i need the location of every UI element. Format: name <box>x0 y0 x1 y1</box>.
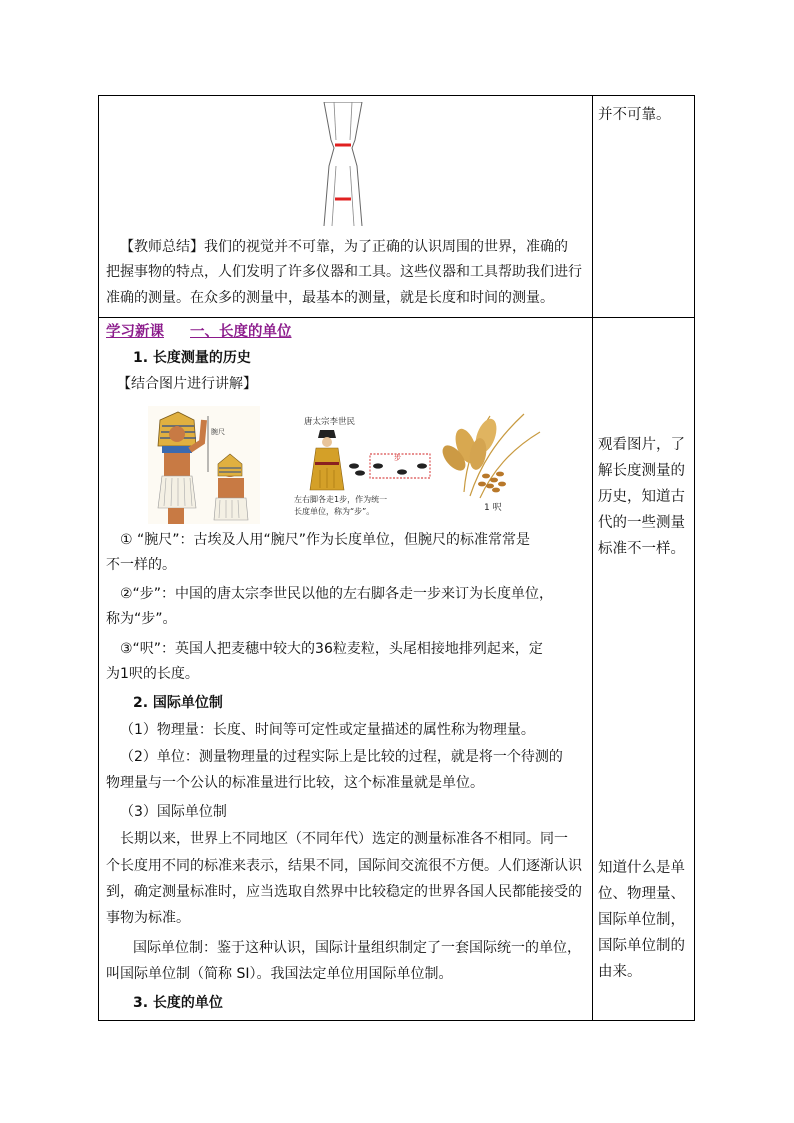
tang-step-illustration <box>290 410 436 522</box>
si-heading: 2. 国际单位制 <box>133 695 223 711</box>
illusion-inner-left <box>334 102 336 140</box>
side-note-line: 由来。 <box>598 964 642 980</box>
image-intro: 【结合图片进行讲解】 <box>117 376 257 392</box>
table-row-divider <box>98 317 695 318</box>
emperor-face <box>322 437 332 447</box>
si-line: 事物为标准。 <box>106 910 190 926</box>
illusion-figure <box>322 102 364 226</box>
pharaoh-collar <box>162 446 192 453</box>
footprint-icon <box>355 470 365 475</box>
si-line: （3）国际单位制 <box>120 804 227 820</box>
history-line: 不一样的。 <box>106 557 176 573</box>
side-note-line: 位、物理量、 <box>598 886 685 902</box>
si-line: 长期以来，世界上不同地区（不同年代）选定的测量标准各不相同。同一 <box>120 831 568 847</box>
side-note-line: 解长度测量的 <box>598 463 685 479</box>
pharaoh-face <box>169 426 185 442</box>
illusion-inner-right-lower <box>350 166 354 226</box>
si-line: （2）单位：测量物理量的过程实际上是比较的过程，就是将一个待测的 <box>120 749 563 765</box>
table-border-top <box>98 95 695 96</box>
si-line: 到，确定测量标准时，应当选取自然界中比较稳定的世界各国人民都能接受的 <box>106 884 582 900</box>
length-unit-heading: 3. 长度的单位 <box>133 995 223 1011</box>
table-border-bottom <box>98 1020 695 1021</box>
illusion-outline-right <box>352 102 362 226</box>
history-line: ③“呎”：英国人把麦穗中较大的36粒麦粒，头尾相接地排列起来，定 <box>120 641 543 657</box>
table-border-right <box>694 95 695 1021</box>
side-note-line: 国际单位制的 <box>598 938 685 954</box>
servant-body <box>218 478 244 500</box>
history-line: ① “腕尺”：古埃及人用“腕尺”作为长度单位，但腕尺的标准常常是 <box>120 532 531 548</box>
wheat-foot-illustration <box>440 406 548 518</box>
tang-caption-line: 长度单位，称为“步”。 <box>294 507 375 516</box>
bu-label-text: 步 <box>394 454 401 462</box>
side-note-line: 知道什么是单 <box>598 860 685 876</box>
egyptian-cubit-illustration <box>148 406 260 524</box>
side-note-line: 历史，知道古 <box>598 489 685 505</box>
si-line: 国际单位制：鉴于这种认识，国际计量组织制定了一套国际统一的单位， <box>133 940 581 956</box>
section-heading: 一、长度的单位 <box>190 324 292 340</box>
section-title <box>106 320 318 341</box>
table-column-divider <box>592 95 593 1021</box>
illusion-inner-right <box>350 102 352 140</box>
history-line: 称为“步”。 <box>106 611 177 627</box>
wheat-grain <box>490 478 498 483</box>
si-line: （1）物理量：长度、时间等可定性或定量描述的属性称为物理量。 <box>120 722 535 738</box>
illusion-inner-left-lower <box>332 166 336 226</box>
wheat-grain <box>496 472 504 477</box>
summary-line: 【教师总结】我们的视觉并不可靠，为了正确的认识周围的世界，准确的 <box>120 239 568 255</box>
si-line: 叫国际单位制（简称 SI）。我国法定单位用国际单位制。 <box>106 966 453 982</box>
wheat-grain <box>492 488 500 493</box>
history-line: 为1呎的长度。 <box>106 666 199 682</box>
history-heading: 1. 长度测量的历史 <box>133 350 251 366</box>
summary-line: 准确的测量。在众多的测量中，最基本的测量，就是长度和时间的测量。 <box>106 290 554 306</box>
table-border-left <box>98 95 99 1021</box>
emperor-hat <box>318 430 336 438</box>
wheat-grain <box>478 482 486 487</box>
side-note-top: 并不可靠。 <box>598 107 671 123</box>
section-label: 学习新课 <box>106 324 164 340</box>
pharaoh-legs <box>168 508 184 524</box>
side-note-line: 国际单位制， <box>598 912 685 928</box>
si-line: 个长度用不同的标准来表示，结果不同，国际间交流很不方便。人们逐渐认识 <box>106 858 582 874</box>
wheat-grain <box>482 474 490 479</box>
summary-line: 把握事物的特点，人们发明了许多仪器和工具。这些仪器和工具帮助我们进行 <box>106 264 582 280</box>
yingchi-caption-text: 1 呎 <box>484 503 502 513</box>
wheat-grains <box>478 472 506 493</box>
footprint-icon <box>373 463 383 468</box>
footprint-icons <box>349 463 427 475</box>
footprint-icon <box>417 463 427 468</box>
tang-caption-line: 左右脚各走1步，作为统一 <box>294 495 388 504</box>
footprint-icon <box>349 463 359 468</box>
side-note-line: 标准不一样。 <box>598 541 685 557</box>
history-line: ②“步”：中国的唐太宗李世民以他的左右脚各走一步来订为长度单位， <box>120 586 554 602</box>
footprint-icon <box>397 469 407 474</box>
illusion-outline-left <box>324 102 334 226</box>
wheat-grain <box>486 484 494 489</box>
wanchi-label-text: 腕尺 <box>211 428 225 436</box>
wheat-grain <box>498 482 506 487</box>
side-note-line: 代的一些测量 <box>598 515 685 531</box>
side-note-line: 观看图片，了 <box>598 437 685 453</box>
si-line: 物理量与一个公认的标准量进行比较，这个标准量就是单位。 <box>106 775 484 791</box>
emperor-belt <box>315 462 339 465</box>
tang-title-text: 唐太宗李世民 <box>304 417 356 427</box>
